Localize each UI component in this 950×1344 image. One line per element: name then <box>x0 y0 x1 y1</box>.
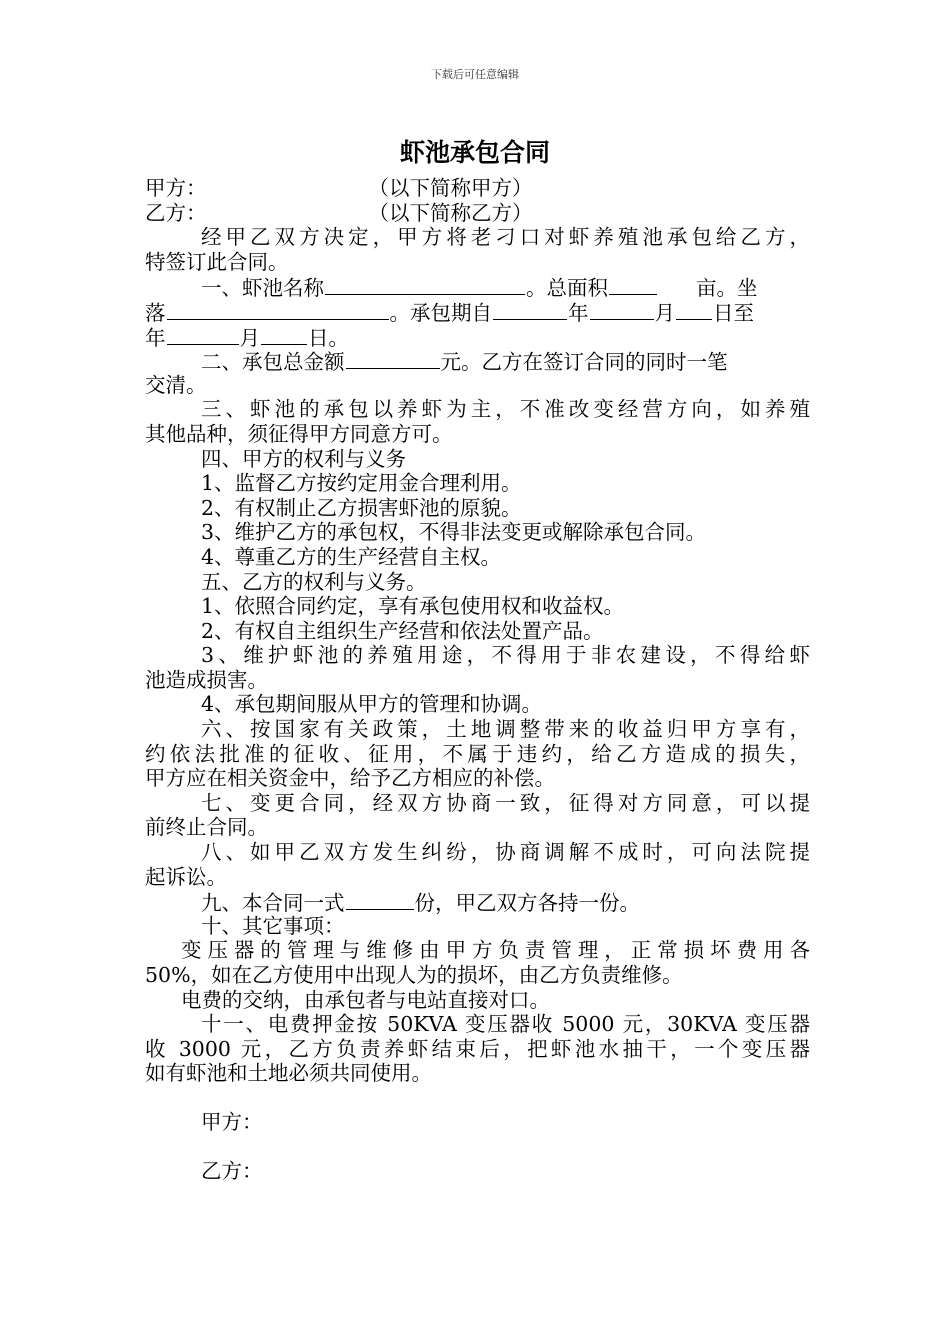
clause-1-line-3: 年 月 日。 <box>145 325 349 350</box>
party-a-line <box>145 176 810 201</box>
clause-10-item-1-line-2: 50%，如在乙方使用中出现人为的损坏，由乙方负责维修。 <box>145 963 683 987</box>
clause-5-heading: 五、乙方的权利与义务。 <box>201 569 427 594</box>
party-b-line <box>145 201 810 226</box>
clause-1-line-2: 落 。承包期自 年 月 日至 <box>145 300 754 325</box>
total-amount-blank[interactable] <box>346 348 440 369</box>
clause-4-item-1: 1、监督乙方按约定用金合理利用。 <box>201 471 522 496</box>
document-title: 虾池承包合同 <box>399 138 550 167</box>
area-blank[interactable] <box>609 274 657 295</box>
clause-4-item-3: 3、维护乙方的承包权，不得非法变更或解除承包合同。 <box>201 520 707 545</box>
clause-1-line-1: 一、虾池名称 。总面积 亩。坐 <box>201 276 758 301</box>
clause-3-line-1: 三、虾池的承包以养虾为主，不准改变经营方向，如养殖 <box>201 397 810 422</box>
clause-6-line-1: 六、按国家有关政策，土地调整带来的收益归甲方享有， <box>201 717 810 742</box>
clause-8-line-2: 起诉讼。 <box>145 864 227 889</box>
pond-name-blank[interactable] <box>325 274 525 295</box>
clause-11-line-3: 如有虾池和土地必须共同使用。 <box>145 1061 432 1086</box>
signature-party-b: 乙方： <box>201 1158 263 1183</box>
intro-line-2: 特签订此合同。 <box>145 249 289 274</box>
location-blank[interactable] <box>167 299 389 320</box>
clause-11-line-1: 十一、电费押金按 50KVA 变压器收 5000 元，30KVA 变压器 <box>201 1012 810 1037</box>
clause-4-item-4: 4、尊重乙方的生产经营自主权。 <box>201 544 502 569</box>
clause-10-item-1-line-1: 变压器的管理与维修由甲方负责管理，正常损坏费用各 <box>181 938 810 963</box>
clause-6-line-2: 约依法批准的征收、征用，不属于违约，给乙方造成的损失， <box>145 741 810 766</box>
start-day-blank[interactable] <box>676 299 712 320</box>
clause-10-heading: 十、其它事项： <box>201 913 345 938</box>
clause-8-line-1: 八、如甲乙双方发生纠纷，协商调解不成时，可向法院提 <box>201 840 810 865</box>
start-year-blank[interactable] <box>493 299 567 320</box>
clause-3-line-2: 其他品种，须征得甲方同意方可。 <box>145 421 453 446</box>
end-month-blank[interactable] <box>261 324 307 345</box>
clause-6-line-3: 甲方应在相关资金中，给予乙方相应的补偿。 <box>145 766 555 791</box>
intro-line-1: 经甲乙双方决定，甲方将老刁口对虾养殖池承包给乙方， <box>201 225 810 250</box>
clause-10-item-2: 电费的交纳，由承包者与电站直接对口。 <box>181 987 550 1012</box>
clause-7-line-2: 前终止合同。 <box>145 815 268 840</box>
clause-11-line-2: 收 3000 元，乙方负责养虾结束后，把虾池水抽干，一个变压器 <box>145 1036 810 1061</box>
clause-5-item-3-line-1: 3、维护虾池的养殖用途，不得用于非农建设，不得给虾 <box>201 643 810 668</box>
clause-2-line-2: 交清。 <box>145 372 207 397</box>
party-a-label: 甲方： <box>145 176 207 200</box>
start-month-blank[interactable] <box>590 299 654 320</box>
clause-7-line-1: 七、变更合同，经双方协商一致，征得对方同意，可以提 <box>201 790 810 815</box>
end-year-blank[interactable] <box>167 324 239 345</box>
clause-5-item-3-line-2: 池造成损害。 <box>145 667 268 692</box>
party-b-label: 乙方： <box>145 200 207 225</box>
clause-5-item-4: 4、承包期间服从甲方的管理和协调。 <box>201 692 543 717</box>
copies-blank[interactable] <box>346 889 414 910</box>
clause-2-line-1: 二、承包总金额 元。乙方在签订合同的同时一笔 <box>201 350 728 375</box>
signature-party-a: 甲方： <box>201 1109 263 1134</box>
clause-5-item-2: 2、有权自主组织生产经营和依法处置产品。 <box>201 618 604 643</box>
clause-5-item-1: 1、依照合同约定，享有承包使用权和收益权。 <box>201 594 625 619</box>
party-a-note: （以下简称甲方） <box>368 176 533 200</box>
clause-9-line: 九、本合同一式 份，甲乙双方各持一份。 <box>201 891 640 916</box>
header-note: 下载后可任意编辑 <box>431 68 519 81</box>
contract-body <box>145 176 810 1183</box>
clause-4-heading: 四、甲方的权利与义务 <box>201 446 406 471</box>
party-b-note: （以下简称乙方） <box>368 200 533 225</box>
clause-4-item-2: 2、有权制止乙方损害虾池的原貌。 <box>201 495 522 520</box>
